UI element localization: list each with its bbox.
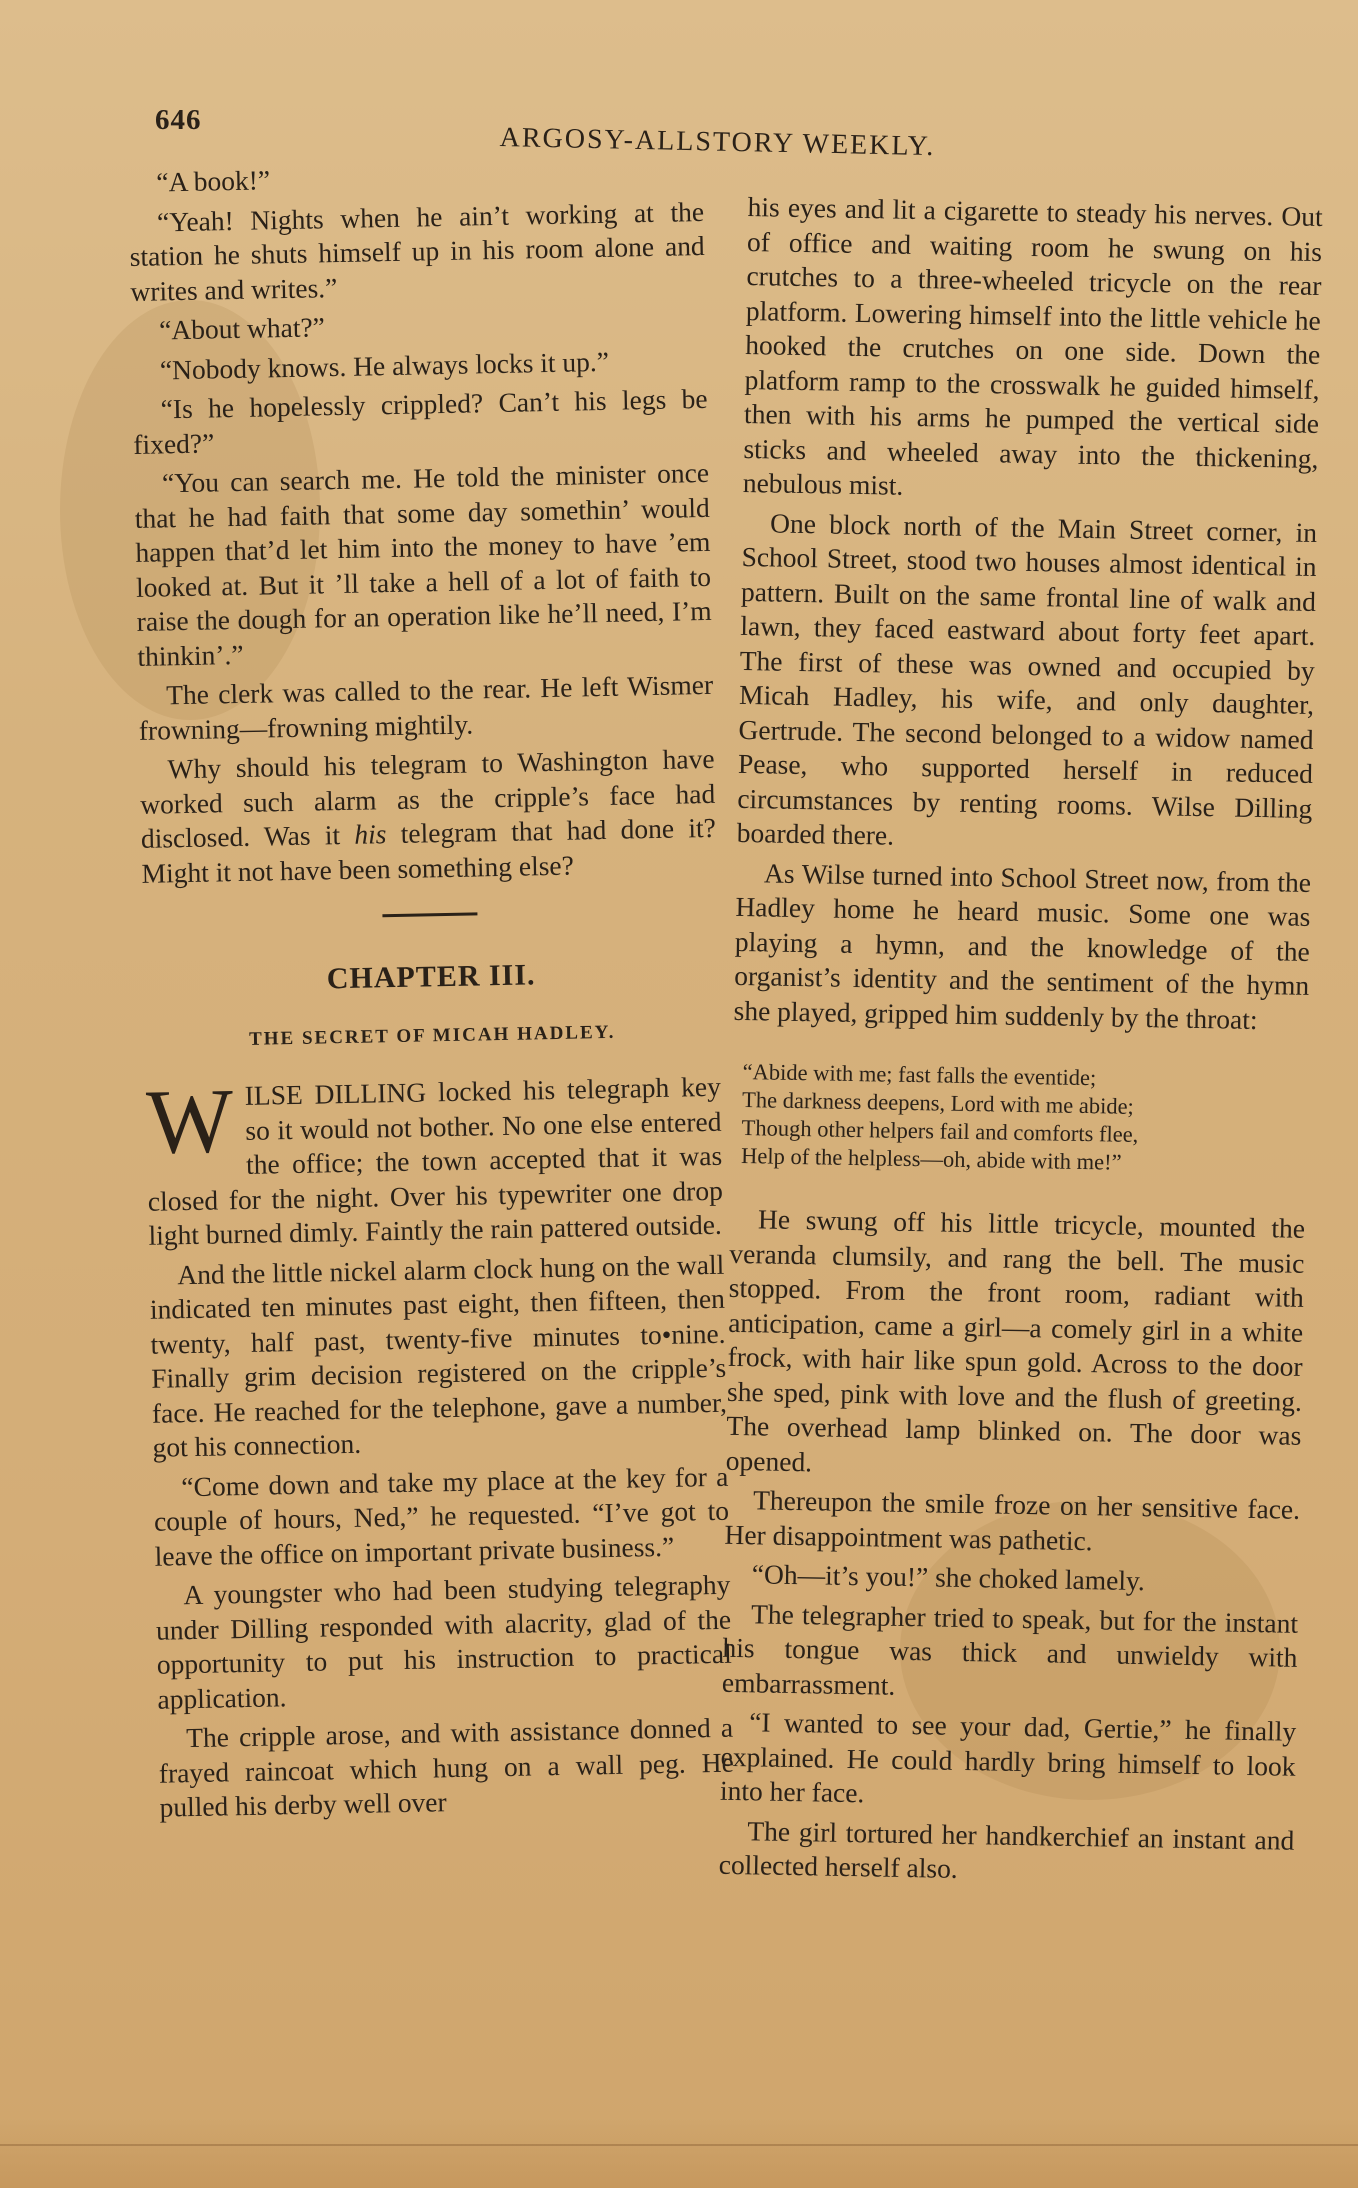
paragraph-text: Why should his telegram to Washington have worked such alarm as the cripple’s face had disclosed. Was it <box>139 742 716 854</box>
hymn-line: “Abide with me; fast falls the eventide; <box>742 1059 1097 1091</box>
paragraph: Thereupon the smile froze on her sensitive face. Her disappointment was pathetic. <box>724 1484 1301 1556</box>
page-number: 646 <box>155 104 202 136</box>
chapter-title: CHAPTER III. <box>326 958 536 996</box>
paragraph: The clerk was called to the rear. He left Wismer frowning—frowning mightily. <box>138 668 714 746</box>
paragraph: As Wilse turned into School Street now, from the Hadley home he heard music. Some one was playing a hymn, and the knowledge of the organist’s identity and the sentiment of the hymn she played, gripped him suddenly by the throat: <box>733 856 1312 1035</box>
chapter-opening-paragraph <box>146 1070 724 1254</box>
paragraph: “Nobody knows. He always locks it up.” <box>159 345 610 385</box>
drop-cap: W <box>145 1069 235 1173</box>
paragraph: “About what?” <box>158 311 326 346</box>
paragraph: And the little nickel alarm clock hung on the wall indicated ten minutes past eight, then fifteen, then twenty, half past, twenty-five minutes to•nine. Finally grim decision registered on the cripple’s face. He reached for the telephone, gave a number, got his connection. <box>149 1248 728 1463</box>
paragraph: “You can search me. He told the minister once that he had faith that some day somethin’ would happen that’d let him into the money to have ’em looked at. But it ’ll take a hell of a lot of faith to raise the dough for an operation like he’ll need, I’m thinkin’.” <box>134 456 712 672</box>
page-bottom-edge <box>0 2118 1358 2188</box>
paragraph: The telegrapher tried to speak, but for the instant his tongue was thick and unwieldy with embarrassment. <box>721 1597 1299 1701</box>
paragraph <box>139 742 717 891</box>
paragraph-text: ILSE DILLING locked his telegraph key so it would not bother. No one else entered the office; the town accepted that it was closed for the night. Over his typewriter one drop light burned dimly. Faintly the rain pattered outside. <box>147 1070 724 1251</box>
paragraph: One block north of the Main Street corner, in School Street, stood two houses almost identical in pattern. Built on the same frontal line of walk and lawn, they faced eastward about forty feet apart. The first of these was owned and occupied by Micah Hadley, his wife, and only daughter, Gertrude. The second belonged to a widow named Pease, who supported herself in reduced circumstances by renting rooms. Wilse Dilling boarded there. <box>736 506 1318 851</box>
paragraph: “Oh—it’s you!” she choked lamely. <box>751 1558 1146 1597</box>
paragraph: “Is he hopelessly crippled? Can’t his legs be fixed?” <box>133 382 708 460</box>
paragraph: The cripple arose, and with assistance donned a frayed raincoat which hung on a wall peg. He pulled his derby well over <box>158 1711 735 1823</box>
paragraph: He swung off his little tricycle, mounted the veranda clumsily, and rang the bell. The music stopped. From the front room, radiant with anticipation, came a girl—a comely girl in a white frock, with hair like spun gold. Across to the door she sped, pink with love and the flush of greeting. The overhead lamp blinked on. The door was opened. <box>725 1203 1306 1477</box>
page-fold-line <box>0 2144 1358 2146</box>
italic-emphasis: his <box>354 818 387 850</box>
hymn-line: Though other helpers fail and comforts flee, <box>741 1115 1139 1147</box>
paragraph: “Come down and take my place at the key for a couple of hours, Ned,” he requested. “I’ve got to leave the office on important private business.” <box>153 1460 730 1572</box>
paragraph: “A book!” <box>156 164 271 198</box>
hymn-line: The darkness deepens, Lord with me abide; <box>741 1087 1135 1119</box>
right-column <box>718 190 1323 1897</box>
running-title: ARGOSY-ALLSTORY WEEKLY. <box>499 122 936 163</box>
hymn-quote <box>741 1058 1308 1180</box>
left-column <box>128 155 735 1830</box>
paragraph: The girl tortured her handkerchief an instant and collected herself also. <box>718 1814 1295 1884</box>
paragraph-continuation: his eyes and lit a cigarette to steady his nerves. Out of office and waiting room he swung on his crutches to a three-wheeled tricycle on the rear platform. Lowering himself into the little vehicle he hooked the crutches on one side. Down the platform ramp to the crosswalk he guided himself, then with his arms he pumped the vertical side sticks and wheeled away into the thickening, nebulous mist. <box>742 190 1323 501</box>
paragraph: “Yeah! Nights when he ain’t working at the station he shuts himself up in his room alone and writes and writes.” <box>129 195 705 307</box>
paragraph: “I wanted to see your dad, Gertie,” he finally explained. He could hardly bring himself to look into her face. <box>719 1706 1297 1809</box>
paragraph: A youngster who had been studying telegraphy under Dilling responded with alacrity, glad of the opportunity to put his instruction to practical application. <box>155 1568 732 1715</box>
paragraph-text: telegram that had done it? Might it not have been something else? <box>141 811 717 889</box>
chapter-subtitle: THE SECRET OF MICAH HADLEY. <box>248 1021 616 1050</box>
chapter-divider <box>382 912 477 917</box>
hymn-line: Help of the helpless—oh, abide with me!” <box>740 1143 1122 1175</box>
